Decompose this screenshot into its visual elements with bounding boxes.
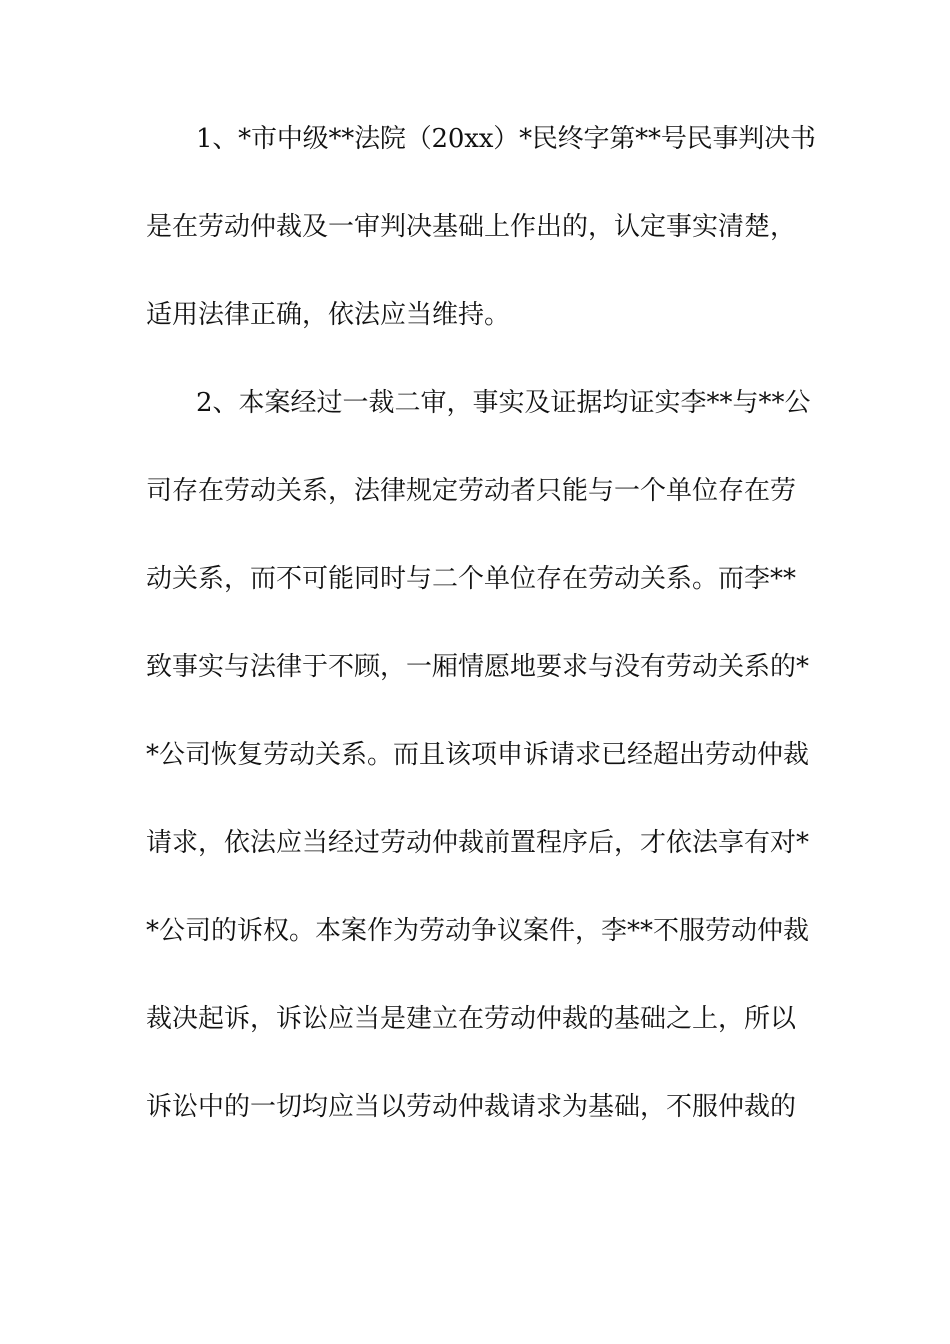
paragraph-1-line-1: 1、*市中级**法院（20xx）*民终字第**号民事判决书 — [196, 124, 816, 154]
paragraph-2-line-6: 请求，依法应当经过劳动仲裁前置程序后，才依法享有对* — [146, 828, 810, 858]
paragraph-2-line-4: 致事实与法律于不顾，一厢情愿地要求与没有劳动关系的* — [146, 652, 810, 682]
paragraph-1-line-2: 是在劳动仲裁及一审判决基础上作出的，认定事实清楚， — [146, 212, 797, 242]
paragraph-2-line-7: *公司的诉权。本案作为劳动争议案件，李**不服劳动仲裁 — [146, 916, 810, 946]
paragraph-2-line-8: 裁决起诉，诉讼应当是建立在劳动仲裁的基础之上，所以 — [146, 1004, 797, 1034]
paragraph-2-line-1: 2、本案经过一裁二审，事实及证据均证实李**与**公 — [196, 388, 811, 418]
paragraph-2-line-9: 诉讼中的一切均应当以劳动仲裁请求为基础，不服仲裁的 — [146, 1092, 797, 1122]
paragraph-1-line-3: 适用法律正确，依法应当维持。 — [146, 300, 511, 330]
paragraph-2-line-5: *公司恢复劳动关系。而且该项申诉请求已经超出劳动仲裁 — [146, 740, 810, 770]
paragraph-2-line-2: 司存在劳动关系，法律规定劳动者只能与一个单位存在劳 — [146, 476, 797, 506]
paragraph-2-line-3: 动关系，而不可能同时与二个单位存在劳动关系。而李** — [146, 564, 797, 594]
